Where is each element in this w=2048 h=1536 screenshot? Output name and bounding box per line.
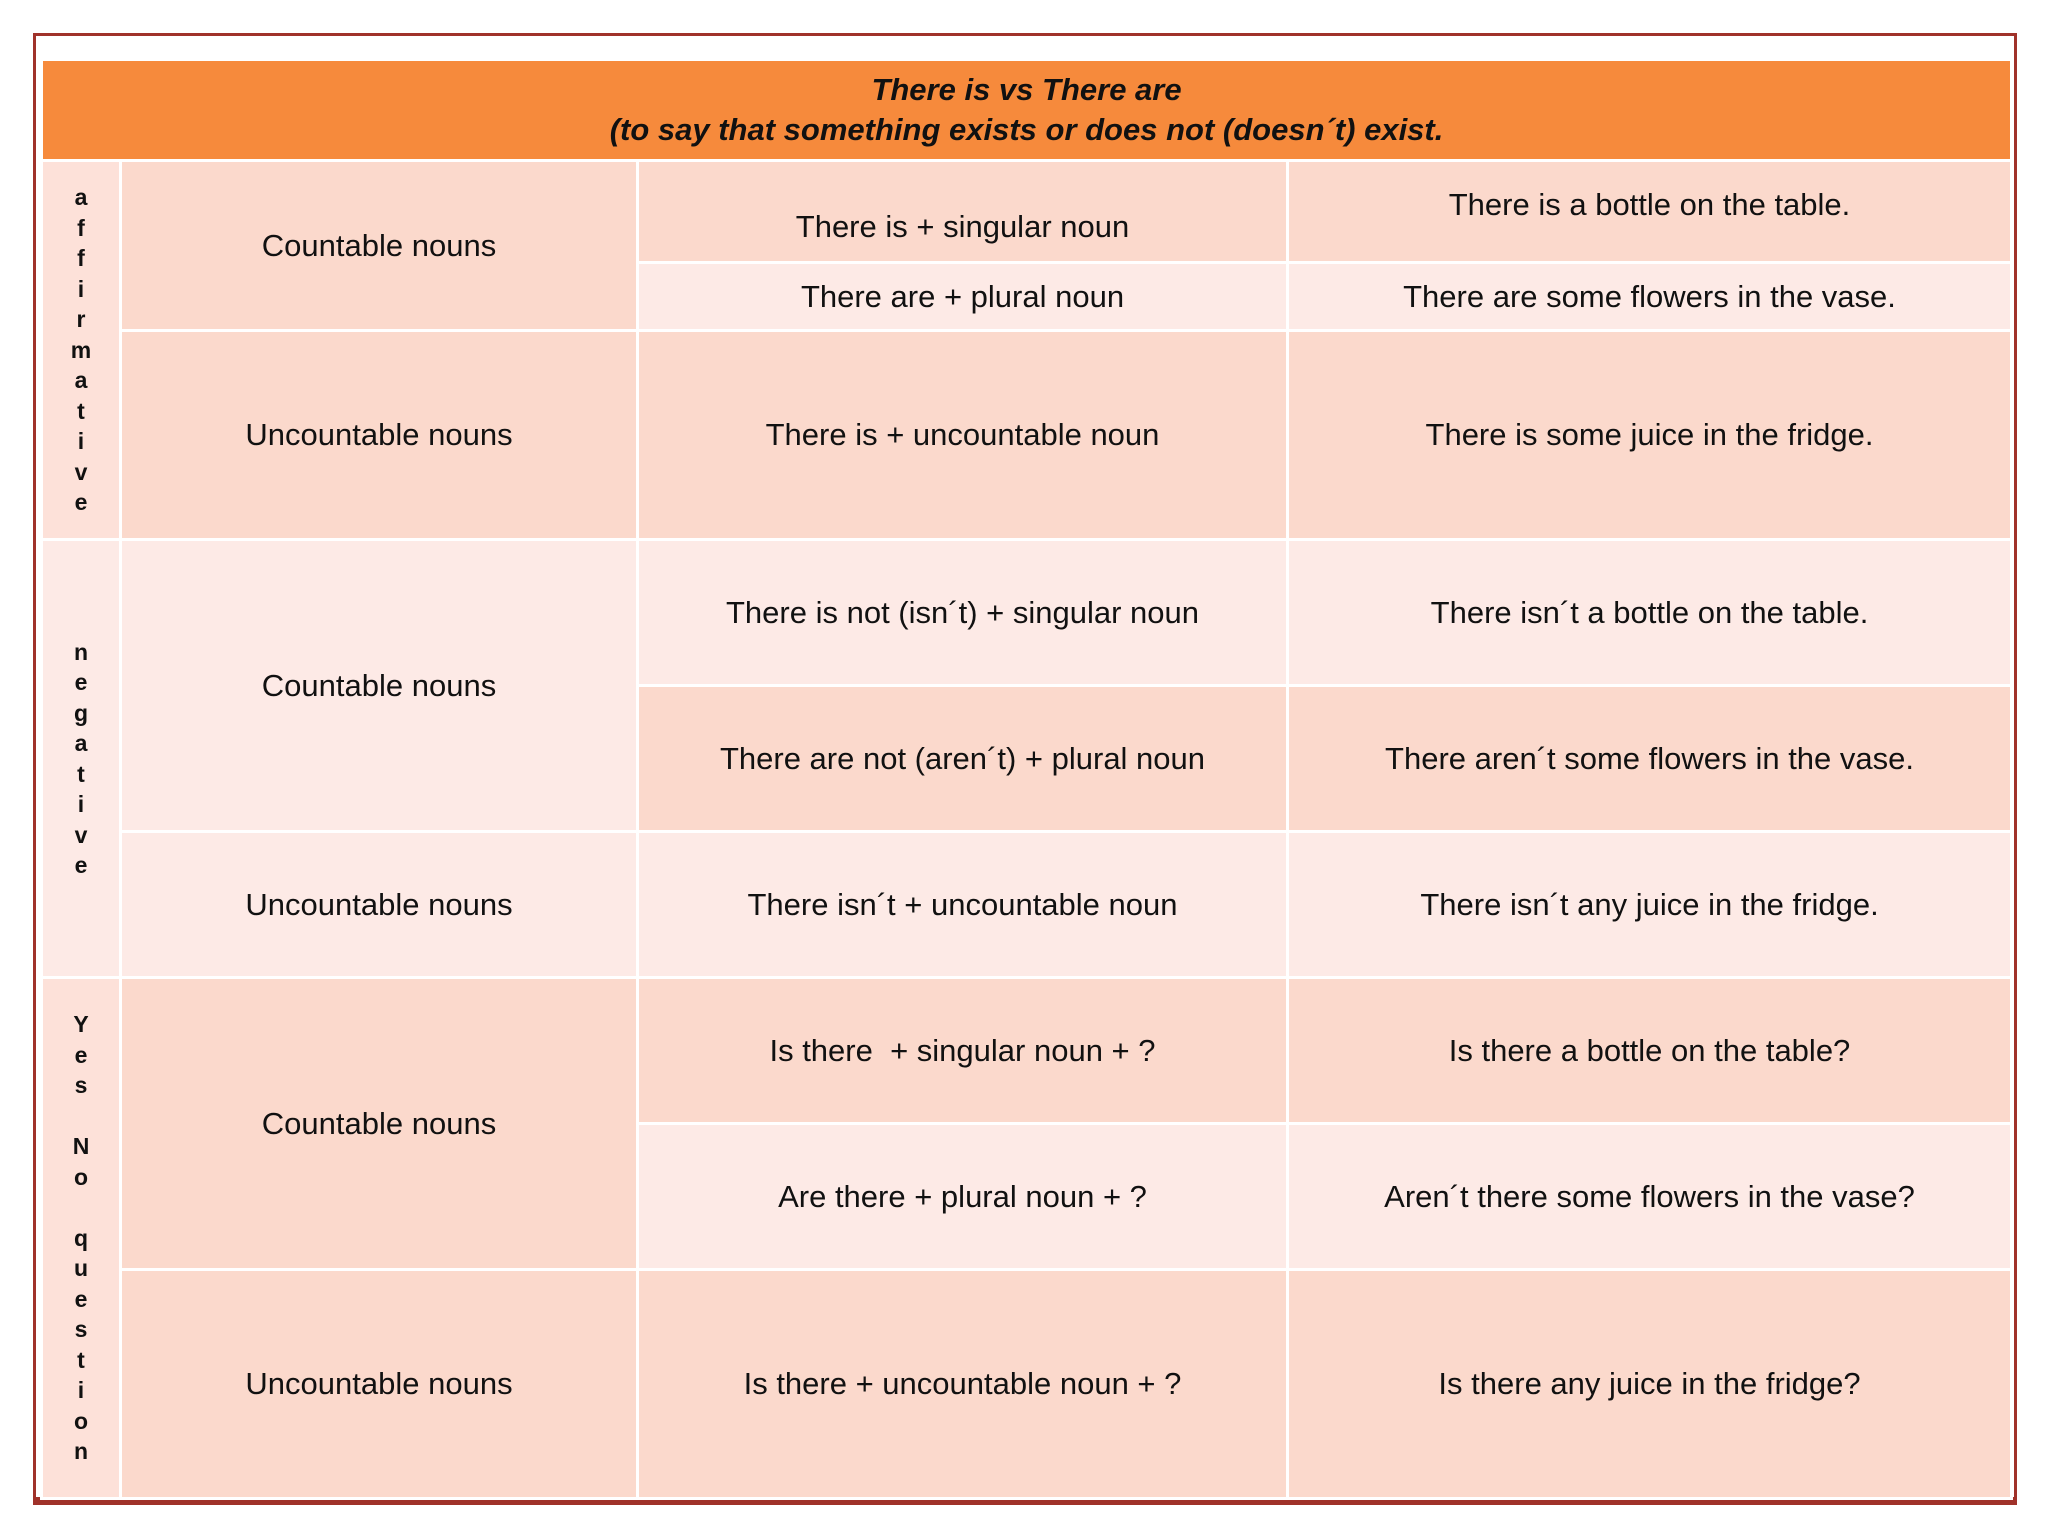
vertical-label-char: m (70, 336, 92, 363)
vertical-label-char: i (77, 1377, 85, 1404)
vertical-label-char (43, 1101, 119, 1132)
noun-type-cell: Uncountable nouns (121, 1270, 638, 1499)
vertical-label-char: v (74, 821, 88, 848)
noun-type-cell: Uncountable nouns (121, 331, 638, 540)
noun-type-cell: Uncountable nouns (121, 832, 638, 978)
table-title (42, 60, 2012, 161)
rule-cell: There is + singular noun (638, 161, 1288, 263)
vertical-label-char: n (73, 638, 89, 665)
vertical-label-char: i (77, 275, 85, 302)
example-cell: There aren´t some flowers in the vase. (1288, 686, 2012, 832)
example-cell: There isn´t any juice in the fridge. (1288, 832, 2012, 978)
vertical-label-char: r (76, 306, 86, 333)
section-label-yes-no-question (42, 978, 121, 1499)
vertical-label (43, 182, 119, 518)
rule-cell: There is + uncountable noun (638, 331, 1288, 540)
noun-type-cell: Countable nouns (121, 161, 638, 331)
section-label-affirmative (42, 161, 121, 540)
vertical-label-char: a (74, 184, 88, 211)
vertical-label-char: f (77, 245, 85, 272)
example-cell: There are some flowers in the vase. (1288, 263, 2012, 331)
example-cell: Is there any juice in the fridge? (1288, 1270, 2012, 1499)
example-cell: There is some juice in the fridge. (1288, 331, 2012, 540)
noun-type-cell: Countable nouns (121, 540, 638, 832)
vertical-label-char (43, 1192, 119, 1223)
title-line-2: (to say that something exists or does not (doesn´t) exist. (609, 112, 1444, 147)
vertical-label-char: e (74, 1285, 88, 1312)
vertical-label-char: a (74, 367, 88, 394)
vertical-label-char: i (77, 791, 85, 817)
rule-cell: There are not (aren´t) + plural noun (638, 686, 1288, 832)
vertical-label-char: o (73, 1163, 89, 1190)
vertical-label-char: e (74, 669, 88, 695)
vertical-label-char: Y (73, 1011, 89, 1038)
grammar-sheet (40, 58, 2010, 1498)
vertical-label-char: o (73, 1407, 89, 1434)
vertical-label-char: v (74, 458, 88, 485)
vertical-label-char: t (77, 397, 85, 424)
vertical-label-char: t (77, 1346, 85, 1373)
example-cell: Is there a bottle on the table? (1288, 978, 2012, 1124)
vertical-label-char: n (73, 1438, 89, 1465)
vertical-label-char: i (77, 428, 85, 455)
rule-cell: Is there + uncountable noun + ? (638, 1270, 1288, 1499)
vertical-label-char: f (77, 214, 85, 241)
section-label-negative (42, 540, 121, 978)
rule-cell: There isn´t + uncountable noun (638, 832, 1288, 978)
vertical-label-char: e (74, 489, 88, 516)
example-cell: There is a bottle on the table. (1288, 161, 2012, 263)
rule-cell: There are + plural noun (638, 263, 1288, 331)
rule-cell: Is there + singular noun + ? (638, 978, 1288, 1124)
vertical-label-char: a (74, 730, 88, 756)
example-cell: Aren´t there some flowers in the vase? (1288, 1124, 2012, 1270)
rule-cell: There is not (isn´t) + singular noun (638, 540, 1288, 686)
example-cell: There isn´t a bottle on the table. (1288, 540, 2012, 686)
noun-type-cell: Countable nouns (121, 978, 638, 1270)
vertical-label-char: g (73, 699, 89, 726)
vertical-label-char: q (73, 1224, 89, 1251)
title-line-1: There is vs There are (871, 72, 1182, 107)
vertical-label-char: u (73, 1255, 89, 1282)
vertical-label (43, 1009, 119, 1467)
grammar-table (40, 58, 2013, 1500)
vertical-label-char: t (77, 760, 85, 787)
vertical-label-char: s (74, 1072, 88, 1099)
rule-cell: Are there + plural noun + ? (638, 1124, 1288, 1270)
vertical-label-char: e (74, 852, 88, 878)
vertical-label-char: e (74, 1041, 88, 1068)
vertical-label-char: s (74, 1316, 88, 1343)
vertical-label-char: N (72, 1133, 90, 1160)
vertical-label (43, 637, 119, 881)
